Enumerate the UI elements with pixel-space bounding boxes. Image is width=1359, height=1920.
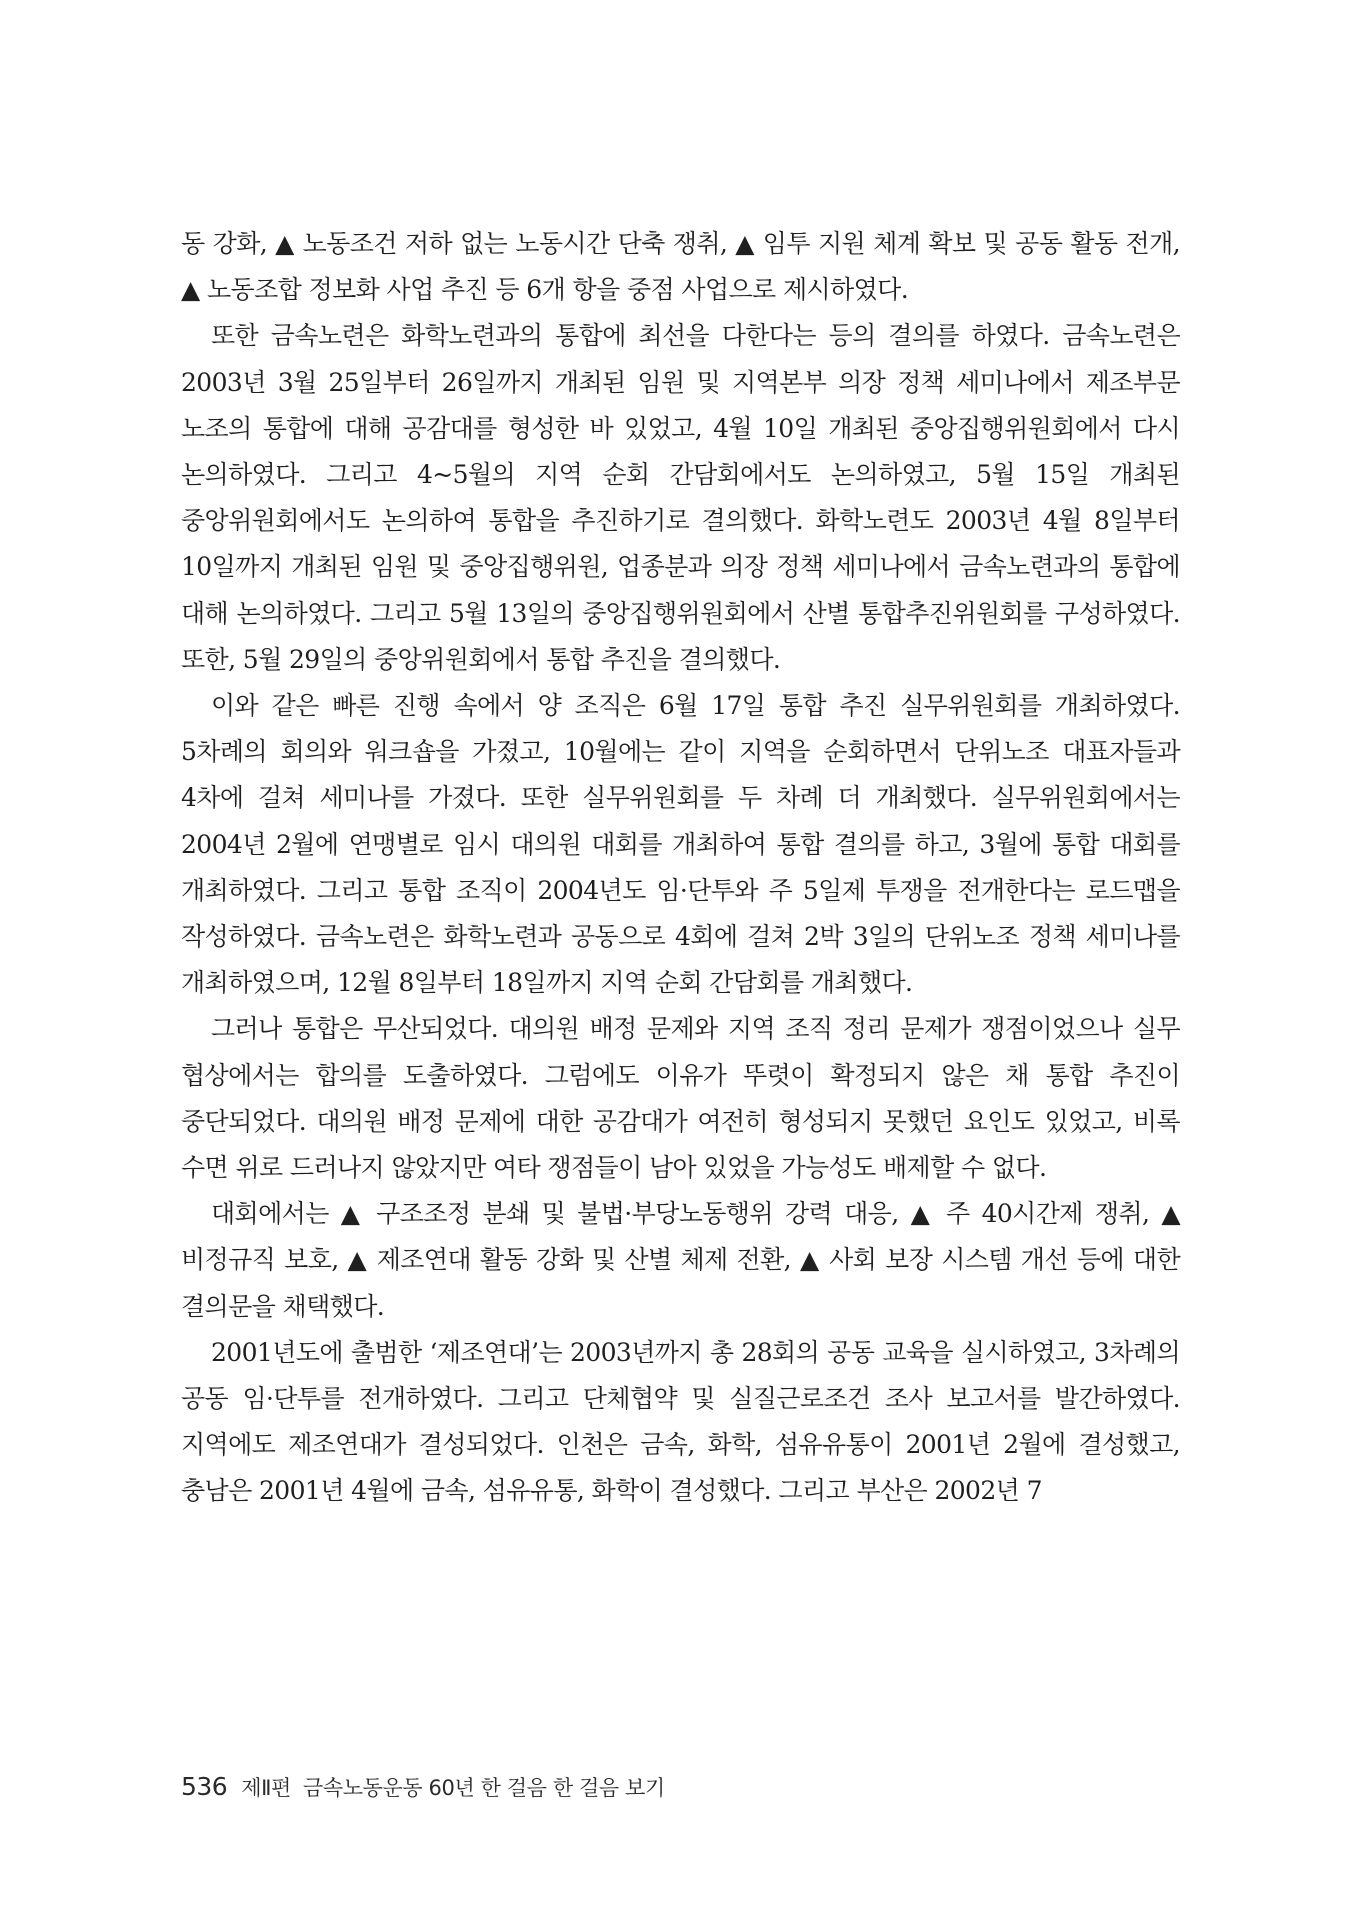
paragraph-1: 동 강화, ▲ 노동조건 저하 없는 노동시간 단축 쟁취, ▲ 임투 지원 체계 확보 및 공동 활동 전개, ▲ 노동조합 정보화 사업 추진 등 6개 항을 중점 사업으로 제시하였다. <box>181 229 1180 305</box>
paragraph-5: 대회에서는 ▲ 구조조정 분쇄 및 불법·부당노동행위 강력 대응, ▲ 주 40시간제 쟁취, ▲ 비정규직 보호, ▲ 제조연대 활동 강화 및 산별 체제 전환, ▲ 사회 보장 시스템 개선 등에 대한 결의문을 채택했다. <box>181 1199 1180 1321</box>
page-number: 536 <box>181 1772 228 1801</box>
paragraph-3: 이와 같은 빠른 진행 속에서 양 조직은 6월 17일 통합 추진 실무위원회를 개최하였다. 5차례의 회의와 워크숍을 가졌고, 10월에는 같이 지역을 순회하면서 단위노조 대표자들과 4차에 걸쳐 세미나를 가졌다. 또한 실무위원회를 두 차례 더 개최했다. 실무위원회에서는 2004년 2월에 연맹별로 임시 대의원 대회를 개최하여 통합 결의를 하고, 3월에 통합 대회를 개최하였다. 그리고 통합 조직이 2004년도 임·단투와 주 5일제 투쟁을 전개한다는 로드맵을 작성하였다. 금속노련은 화학노련과 공동으로 4회에 걸쳐 2박 3일의 단위노조 정책 세미나를 개최하였으며, 12월 8일부터 18일까지 지역 순회 간담회를 개최했다. <box>181 691 1180 998</box>
paragraph-2: 또한 금속노련은 화학노련과의 통합에 최선을 다한다는 등의 결의를 하였다. 금속노련은 2003년 3월 25일부터 26일까지 개최된 임원 및 지역본부 의장 정책 세미나에서 제조부문 노조의 통합에 대해 공감대를 형성한 바 있었고, 4월 10일 개최된 중앙집행위원회에서 다시 논의하였다. 그리고 4~5월의 지역 순회 간담회에서도 논의하였고, 5월 15일 개최된 중앙위원회에서도 논의하여 통합을 추진하기로 결의했다. 화학노련도 2003년 4월 8일부터 10일까지 개최된 임원 및 중앙집행위원, 업종분과 의장 정책 세미나에서 금속노련과의 통합에 대해 논의하였다. 그리고 5월 13일의 중앙집행위원회에서 산별 통합추진위원회를 구성하였다. 또한, 5월 29일의 중앙위원회에서 통합 추진을 결의했다. <box>181 321 1180 674</box>
body-text <box>181 221 1180 1515</box>
book-title: 금속노동운동 60년 한 걸음 한 걸음 보기 <box>302 1776 665 1800</box>
section-label: 제Ⅱ편 <box>241 1776 291 1800</box>
paragraph-6: 2001년도에 출범한 ‘제조연대’는 2003년까지 총 28회의 공동 교육을 실시하였고, 3차례의 공동 임·단투를 전개하였다. 그리고 단체협약 및 실질근로조건 조사 보고서를 발간하였다. 지역에도 제조연대가 결성되었다. 인천은 금속, 화학, 섬유유통이 2001년 2월에 결성했고, 충남은 2001년 4월에 금속, 섬유유통, 화학이 결성했다. 그리고 부산은 2002년 7 <box>181 1337 1180 1506</box>
paragraph-4: 그러나 통합은 무산되었다. 대의원 배정 문제와 지역 조직 정리 문제가 쟁점이었으나 실무 협상에서는 합의를 도출하였다. 그럼에도 이유가 뚜렷이 확정되지 않은 채 통합 추진이 중단되었다. 대의원 배정 문제에 대한 공감대가 여전히 형성되지 못했던 요인도 있었고, 비록 수면 위로 드러나지 않았지만 여타 쟁점들이 남아 있었을 가능성도 배제할 수 없다. <box>181 1014 1180 1183</box>
page-footer <box>181 1772 665 1812</box>
